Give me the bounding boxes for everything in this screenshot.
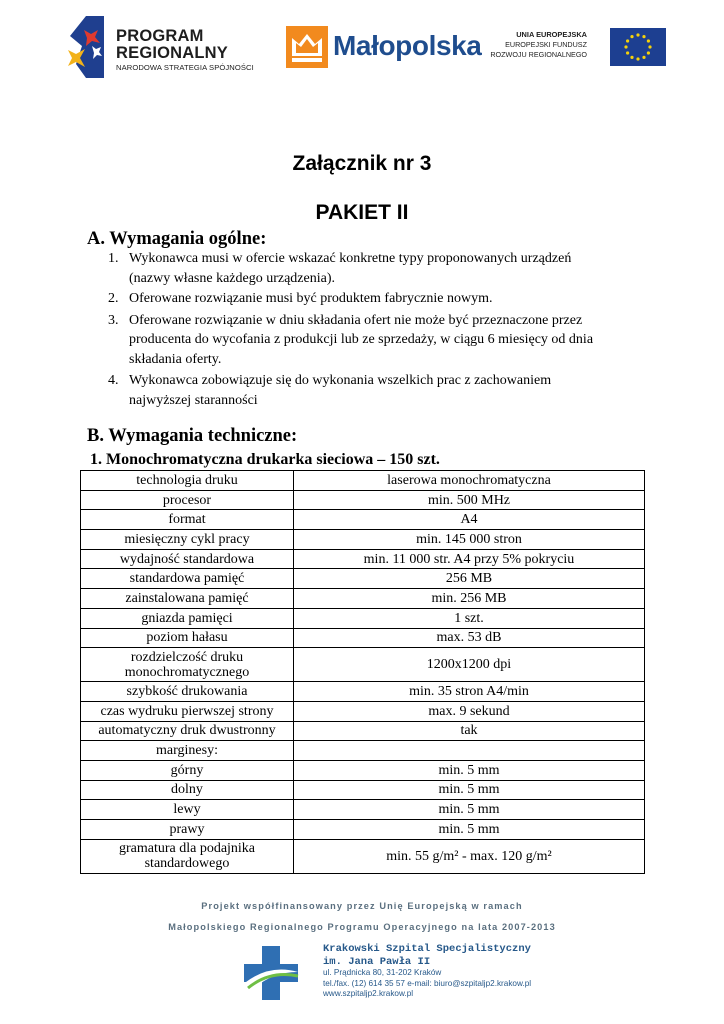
hospital-info — [323, 943, 531, 1000]
eu-logo-line1: UNIA EUROPEJSKA — [516, 30, 587, 39]
list-item-line: Oferowane rozwiązanie musi być produktem fabrycznie nowym. — [129, 291, 493, 306]
value-cell: laserowa monochromatyczna — [294, 471, 645, 491]
param-cell: lewy — [81, 800, 294, 820]
param-cell: procesor — [81, 490, 294, 510]
list-item-line: (nazwy własne każdego urządzenia). — [129, 270, 336, 286]
value-cell: min. 5 mm — [294, 760, 645, 780]
printer-spec-table — [80, 470, 645, 874]
general-requirements-list — [100, 249, 640, 410]
list-item — [100, 249, 640, 288]
param-cell: czas wydruku pierwszej strony — [81, 701, 294, 721]
program-logo-line2: REGIONALNY — [116, 44, 229, 62]
malopolska-logo-text: Małopolska — [333, 30, 482, 61]
table-row — [81, 839, 645, 873]
param-cell: szybkość drukowania — [81, 682, 294, 702]
value-cell: min. 256 MB — [294, 589, 645, 609]
list-item — [100, 289, 640, 309]
printer-subheading: 1. Monochromatyczna drukarka sieciowa – 150 szt. — [90, 451, 440, 468]
list-item-line: Oferowane rozwiązanie w dniu składania ofert nie może być przeznaczone przez — [129, 312, 583, 328]
list-item-line: Wykonawca zobowiązuje się do wykonania wszelkich prac z zachowaniem — [129, 373, 552, 388]
footer-line1: Projekt współfinansowany przez Unię Europejską w ramach — [201, 901, 523, 911]
param-cell: miesięczny cykl pracy — [81, 530, 294, 550]
value-cell: tak — [294, 721, 645, 741]
table-row — [81, 589, 645, 609]
list-item — [100, 371, 640, 410]
param-cell: rozdzielczość druku monochromatycznego — [81, 648, 294, 682]
table-row — [81, 682, 645, 702]
list-item-line: Wykonawca musi w ofercie wskazać konkretne typy proponowanych urządzeń — [129, 251, 572, 266]
list-item-number: 4. — [108, 373, 119, 388]
value-cell: min. 5 mm — [294, 780, 645, 800]
hospital-website[interactable]: www.szpitaljp2.krakow.pl — [323, 989, 414, 998]
param-cell: wydajność standardowa — [81, 549, 294, 569]
eu-logo-line2: EUROPEJSKI FUNDUSZ — [505, 40, 587, 49]
param-cell: marginesy: — [81, 741, 294, 761]
param-cell: standardowa pamięć — [81, 569, 294, 589]
malopolska-crown-icon — [286, 26, 328, 68]
list-item-line: najwyższej staranności — [129, 392, 258, 408]
table-row — [81, 800, 645, 820]
hospital-name: Krakowski Szpital Specjalistyczny — [323, 943, 531, 955]
package-title: PAKIET II — [315, 201, 409, 224]
table-row — [81, 820, 645, 840]
footer-line2: Małopolskiego Regionalnego Programu Operacyjnego na lata 2007-2013 — [168, 922, 556, 932]
value-cell: min. 55 g/m² - max. 120 g/m² — [294, 839, 645, 873]
list-item-line: producenta do wycofania z produkcji lub ze sprzedaży, w ciągu 6 miesięcy od dnia — [129, 332, 594, 347]
value-cell: min. 5 mm — [294, 800, 645, 820]
hospital-address: ul. Prądnicka 80, 31-202 Kraków — [323, 968, 442, 977]
document-title: Załącznik nr 3 — [292, 152, 432, 175]
value-cell: max. 9 sekund — [294, 701, 645, 721]
table-row — [81, 760, 645, 780]
program-logo-line3: NARODOWA STRATEGIA SPÓJNOŚCI — [116, 63, 254, 72]
param-cell: gniazda pamięci — [81, 608, 294, 628]
value-cell: min. 145 000 stron — [294, 530, 645, 550]
param-cell: gramatura dla podajnika standardowego — [81, 839, 294, 873]
param-cell: zainstalowana pamięć — [81, 589, 294, 609]
table-row — [81, 530, 645, 550]
table-row — [81, 490, 645, 510]
table-row — [81, 741, 645, 761]
value-cell: min. 11 000 str. A4 przy 5% pokryciu — [294, 549, 645, 569]
eu-logo — [480, 28, 670, 68]
param-cell: prawy — [81, 820, 294, 840]
list-item-number: 3. — [108, 312, 119, 328]
program-regionalny-logo — [66, 14, 266, 80]
program-logo-line1: PROGRAM — [116, 27, 204, 45]
table-row — [81, 549, 645, 569]
param-cell: technologia druku — [81, 471, 294, 491]
value-cell: 1200x1200 dpi — [294, 648, 645, 682]
table-row — [81, 701, 645, 721]
value-cell: max. 53 dB — [294, 628, 645, 648]
hospital-contact: tel./fax. (12) 614 35 57 e-mail: biuro@szpitaljp2.krakow.pl — [323, 978, 532, 988]
eu-logo-line3: ROZWOJU REGIONALNEGO — [490, 50, 587, 59]
program-star-mark-icon — [66, 16, 104, 78]
value-cell: A4 — [294, 510, 645, 530]
list-item-line: składania oferty. — [129, 351, 222, 367]
hospital-cross-icon — [240, 942, 302, 1004]
value-cell: min. 5 mm — [294, 820, 645, 840]
value-cell: min. 35 stron A4/min — [294, 682, 645, 702]
malopolska-logo — [286, 26, 486, 70]
list-item-number: 1. — [108, 251, 119, 266]
param-cell: automatyczny druk dwustronny — [81, 721, 294, 741]
param-cell: poziom hałasu — [81, 628, 294, 648]
param-cell: format — [81, 510, 294, 530]
table-row — [81, 721, 645, 741]
table-row — [81, 569, 645, 589]
value-cell: 1 szt. — [294, 608, 645, 628]
section-a-heading: A. Wymagania ogólne: — [87, 229, 267, 249]
table-row — [81, 510, 645, 530]
table-row — [81, 628, 645, 648]
param-cell: dolny — [81, 780, 294, 800]
param-cell: górny — [81, 760, 294, 780]
table-row — [81, 471, 645, 491]
table-row — [81, 780, 645, 800]
table-row — [81, 608, 645, 628]
list-item — [100, 311, 640, 370]
value-cell: min. 500 MHz — [294, 490, 645, 510]
value-cell — [294, 741, 645, 761]
hospital-patron: im. Jana Pawła II — [323, 955, 431, 968]
value-cell: 256 MB — [294, 569, 645, 589]
list-item-number: 2. — [108, 291, 119, 306]
section-b-heading: B. Wymagania techniczne: — [87, 426, 298, 446]
eu-flag-icon — [610, 28, 666, 66]
table-row — [81, 648, 645, 682]
